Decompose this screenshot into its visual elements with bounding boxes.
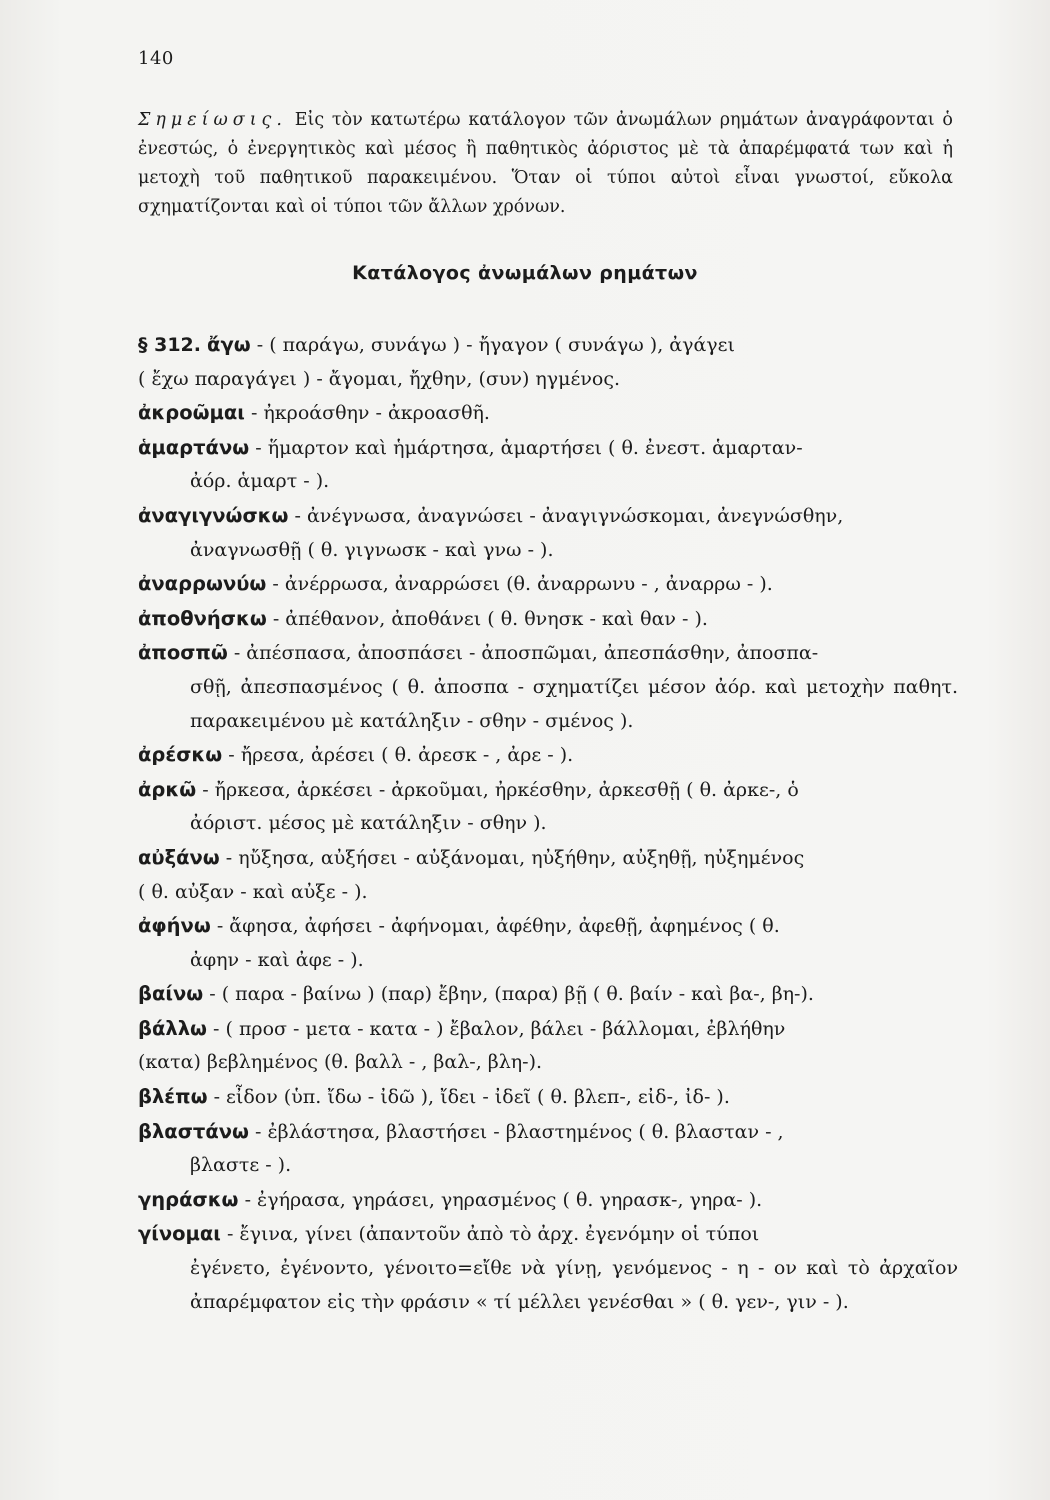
verb-entry-afxano [138, 841, 958, 909]
verb-forms-continued: ἀναγνωσθῇ ( θ. γιγνωσκ - καὶ γνω - ). [190, 538, 554, 561]
verb-entry-aresko [138, 738, 958, 773]
verb-entry-anagignosko [138, 499, 958, 567]
verb-lemma: βάλλω [138, 1016, 207, 1040]
verb-forms: - ἀπέθανον, ἀποθάνει ( θ. θνησκ - καὶ θαν - ). [272, 607, 708, 630]
verb-forms-continued: ἀόριστ. μέσος μὲ κατάληξιν - σθην ). [190, 812, 547, 835]
verb-lemma: ἀρκῶ [138, 777, 197, 801]
note-line-4: εἶναι γνωστοί, εὔκολα σχηματίζονται καὶ οἱ τύποι τῶν ἄλλων χρόνων. [138, 168, 953, 217]
verb-forms: - ἀνέρρωσα, ἀναρρώσει (θ. ἀναρρωνυ - , ἀναρρω - ). [272, 573, 773, 596]
verb-lemma: ἀφήνω [138, 914, 211, 938]
verb-forms: - ἐγήρασα, γηράσει, γηρασμένος ( θ. γηρασκ-, γηρα- ). [244, 1188, 763, 1211]
verb-entry-afino [138, 909, 958, 977]
verb-entry-vlastano [138, 1115, 958, 1183]
verb-forms: - ἠκροάσθην - ἀκροασθῆ. [250, 402, 490, 425]
verb-entry-arko [138, 773, 958, 841]
verb-forms-continued: (κατα) βεβλημένος (θ. βαλλ - , βαλ-, βλη-). [138, 1051, 543, 1074]
verb-forms-continued: ἀόρ. ἁμαρτ - ). [190, 470, 330, 493]
note-line-1: Εἰς τὸν κατωτέρω κατάλογον τῶν ἀνωμάλων ρημάτων [294, 110, 799, 130]
verb-entry-vallo [138, 1012, 958, 1080]
verb-forms-continued: ἀφην - καὶ ἀφε - ). [190, 948, 364, 971]
verb-forms-continued: ( θ. αὐξαν - καὶ αὐξε - ). [138, 880, 368, 903]
verb-forms: - ἐβλάστησα, βλαστήσει - βλαστημένος ( θ. βλασταν - , [255, 1120, 784, 1143]
section-heading: Κατάλογος ἀνωμάλων ρημάτων [352, 262, 698, 284]
verb-entry-ago [138, 328, 958, 396]
verb-entry-vaino [138, 977, 958, 1012]
section-number: § 312. [138, 334, 201, 356]
verb-forms: - ηὔξησα, αὐξήσει - αὐξάνομαι, ηὐξήθην, αὐξηθῇ, ηὐξημένος [225, 846, 805, 869]
verb-forms-continued: ( ἔχω παραγάγει ) - ἄγομαι, ἤχθην, (συν) ηγμένος. [138, 367, 621, 390]
verb-entry-giraskо [138, 1183, 958, 1218]
page-number: 140 [138, 48, 174, 69]
note-line-3: ἀπαρέμφατά των καὶ ἡ μετοχὴ τοῦ παθητικοῦ παρακειμένου. Ὅταν οἱ τύποι αὐτοὶ [138, 139, 953, 188]
verb-forms: - ἥμαρτον καὶ ἡμάρτησα, ἁμαρτήσει ( θ. ἐνεστ. ἁμαρταν- [255, 436, 803, 459]
verb-forms: - εἶδον (ὑπ. ἴδω - ἰδῶ ), ἴδει - ἰδεῖ ( θ. βλεπ-, εἰδ-, ἰδ- ). [213, 1086, 730, 1109]
note-label: Σημείωσις. [138, 110, 287, 130]
verb-lemma: γηράσκω [138, 1187, 239, 1211]
verb-forms: - ( προσ - μετα - κατα - ) ἔβαλον, βάλει - βάλλομαι, ἐβλήθην [213, 1017, 786, 1040]
verb-forms: - ἀνέγνωσα, ἀναγνώσει - ἀναγιγνώσκομαι, ἀνεγνώσθην, [294, 504, 844, 527]
note-paragraph [138, 106, 953, 222]
verb-forms-continued: βλαστε - ). [190, 1154, 292, 1177]
verb-lemma: ἀποθνήσκω [138, 606, 267, 630]
verb-entry-amartano [138, 431, 958, 499]
verb-forms-continued: ἐγένετο, ἐγένοντο, γένοιτο=εἴθε νὰ γίνῃ, γενόμενος - η - ον καὶ τὸ ἀρχαῖον ἀπαρέμφατον εἰς τὴν φράσιν « τί μέλλει γενέσθαι » ( θ. γεν-, γιν - ). [190, 1257, 958, 1313]
verb-lemma: ἄγω [207, 333, 251, 356]
verb-lemma: αὐξάνω [138, 845, 220, 869]
verb-lemma: ἀκροῶμαι [138, 401, 245, 425]
verb-lemma: ἀναγιγνώσκω [138, 503, 289, 527]
verb-lemma: γίνομαι [138, 1222, 221, 1246]
verb-forms: - ἔγινα, γίνει (ἀπαντοῦν ἀπὸ τὸ ἀρχ. ἐγενόμην οἱ τύποι [226, 1223, 760, 1246]
verb-entry-akroomai [138, 396, 958, 431]
verb-forms-continued: σθῇ, ἀπεσπασμένος ( θ. ἀποσπα - σχηματίζει μέσον ἀόρ. καὶ μετοχὴν παθητ. παρακειμένου μὲ κατάληξιν - σθην - σμένος ). [190, 675, 958, 732]
verb-lemma: βλαστάνω [138, 1119, 249, 1143]
verb-forms: - ( παρα - βαίνω ) (παρ) ἔβην, (παρα) βῇ ( θ. βαίν - καὶ βα-, βη-). [209, 983, 814, 1006]
verb-forms: - ἤρκεσα, ἀρκέσει - ἀρκοῦμαι, ἠρκέσθην, ἀρκεσθῇ ( θ. ἀρκε-, ὁ [202, 778, 799, 801]
verb-lemma: βλέπω [138, 1085, 208, 1109]
verb-forms: - ( παράγω, συνάγω ) - ἤγαγον ( συνάγω ), ἀγάγει [256, 334, 735, 356]
verb-entry-apospo [138, 636, 958, 738]
verb-forms: - ἄφησα, ἀφήσει - ἀφήνομαι, ἀφέθην, ἀφεθῇ, ἀφημένος ( θ. [216, 915, 780, 938]
verb-lemma: ἀρέσκω [138, 743, 223, 767]
verb-forms: - ἀπέσπασα, ἀποσπάσει - ἀποσπῶμαι, ἀπεσπάσθην, ἀποσπα- [233, 642, 819, 665]
verb-lemma: ἀποσπῶ [138, 641, 228, 665]
verb-lemma: ἀναρρωνύω [138, 572, 267, 596]
verb-entry-anarronyo [138, 567, 958, 602]
verb-lemma: ἁμαρτάνω [138, 435, 250, 459]
verb-forms: - ἤρεσα, ἀρέσει ( θ. ἀρεσκ - , ἀρε - ). [228, 744, 574, 767]
verb-list [138, 328, 958, 1319]
note-line-2: ἀναγράφονται ὁ ἐνεστώς, ὁ ἐνεργητικὸς καὶ μέσος ἢ παθητικὸς ἀόριστος μὲ τὰ [138, 110, 953, 159]
verb-lemma: βαίνω [138, 982, 204, 1006]
verb-entry-apothnisko [138, 602, 958, 637]
verb-entry-vlepo [138, 1080, 958, 1115]
verb-entry-ginomai [138, 1217, 958, 1319]
